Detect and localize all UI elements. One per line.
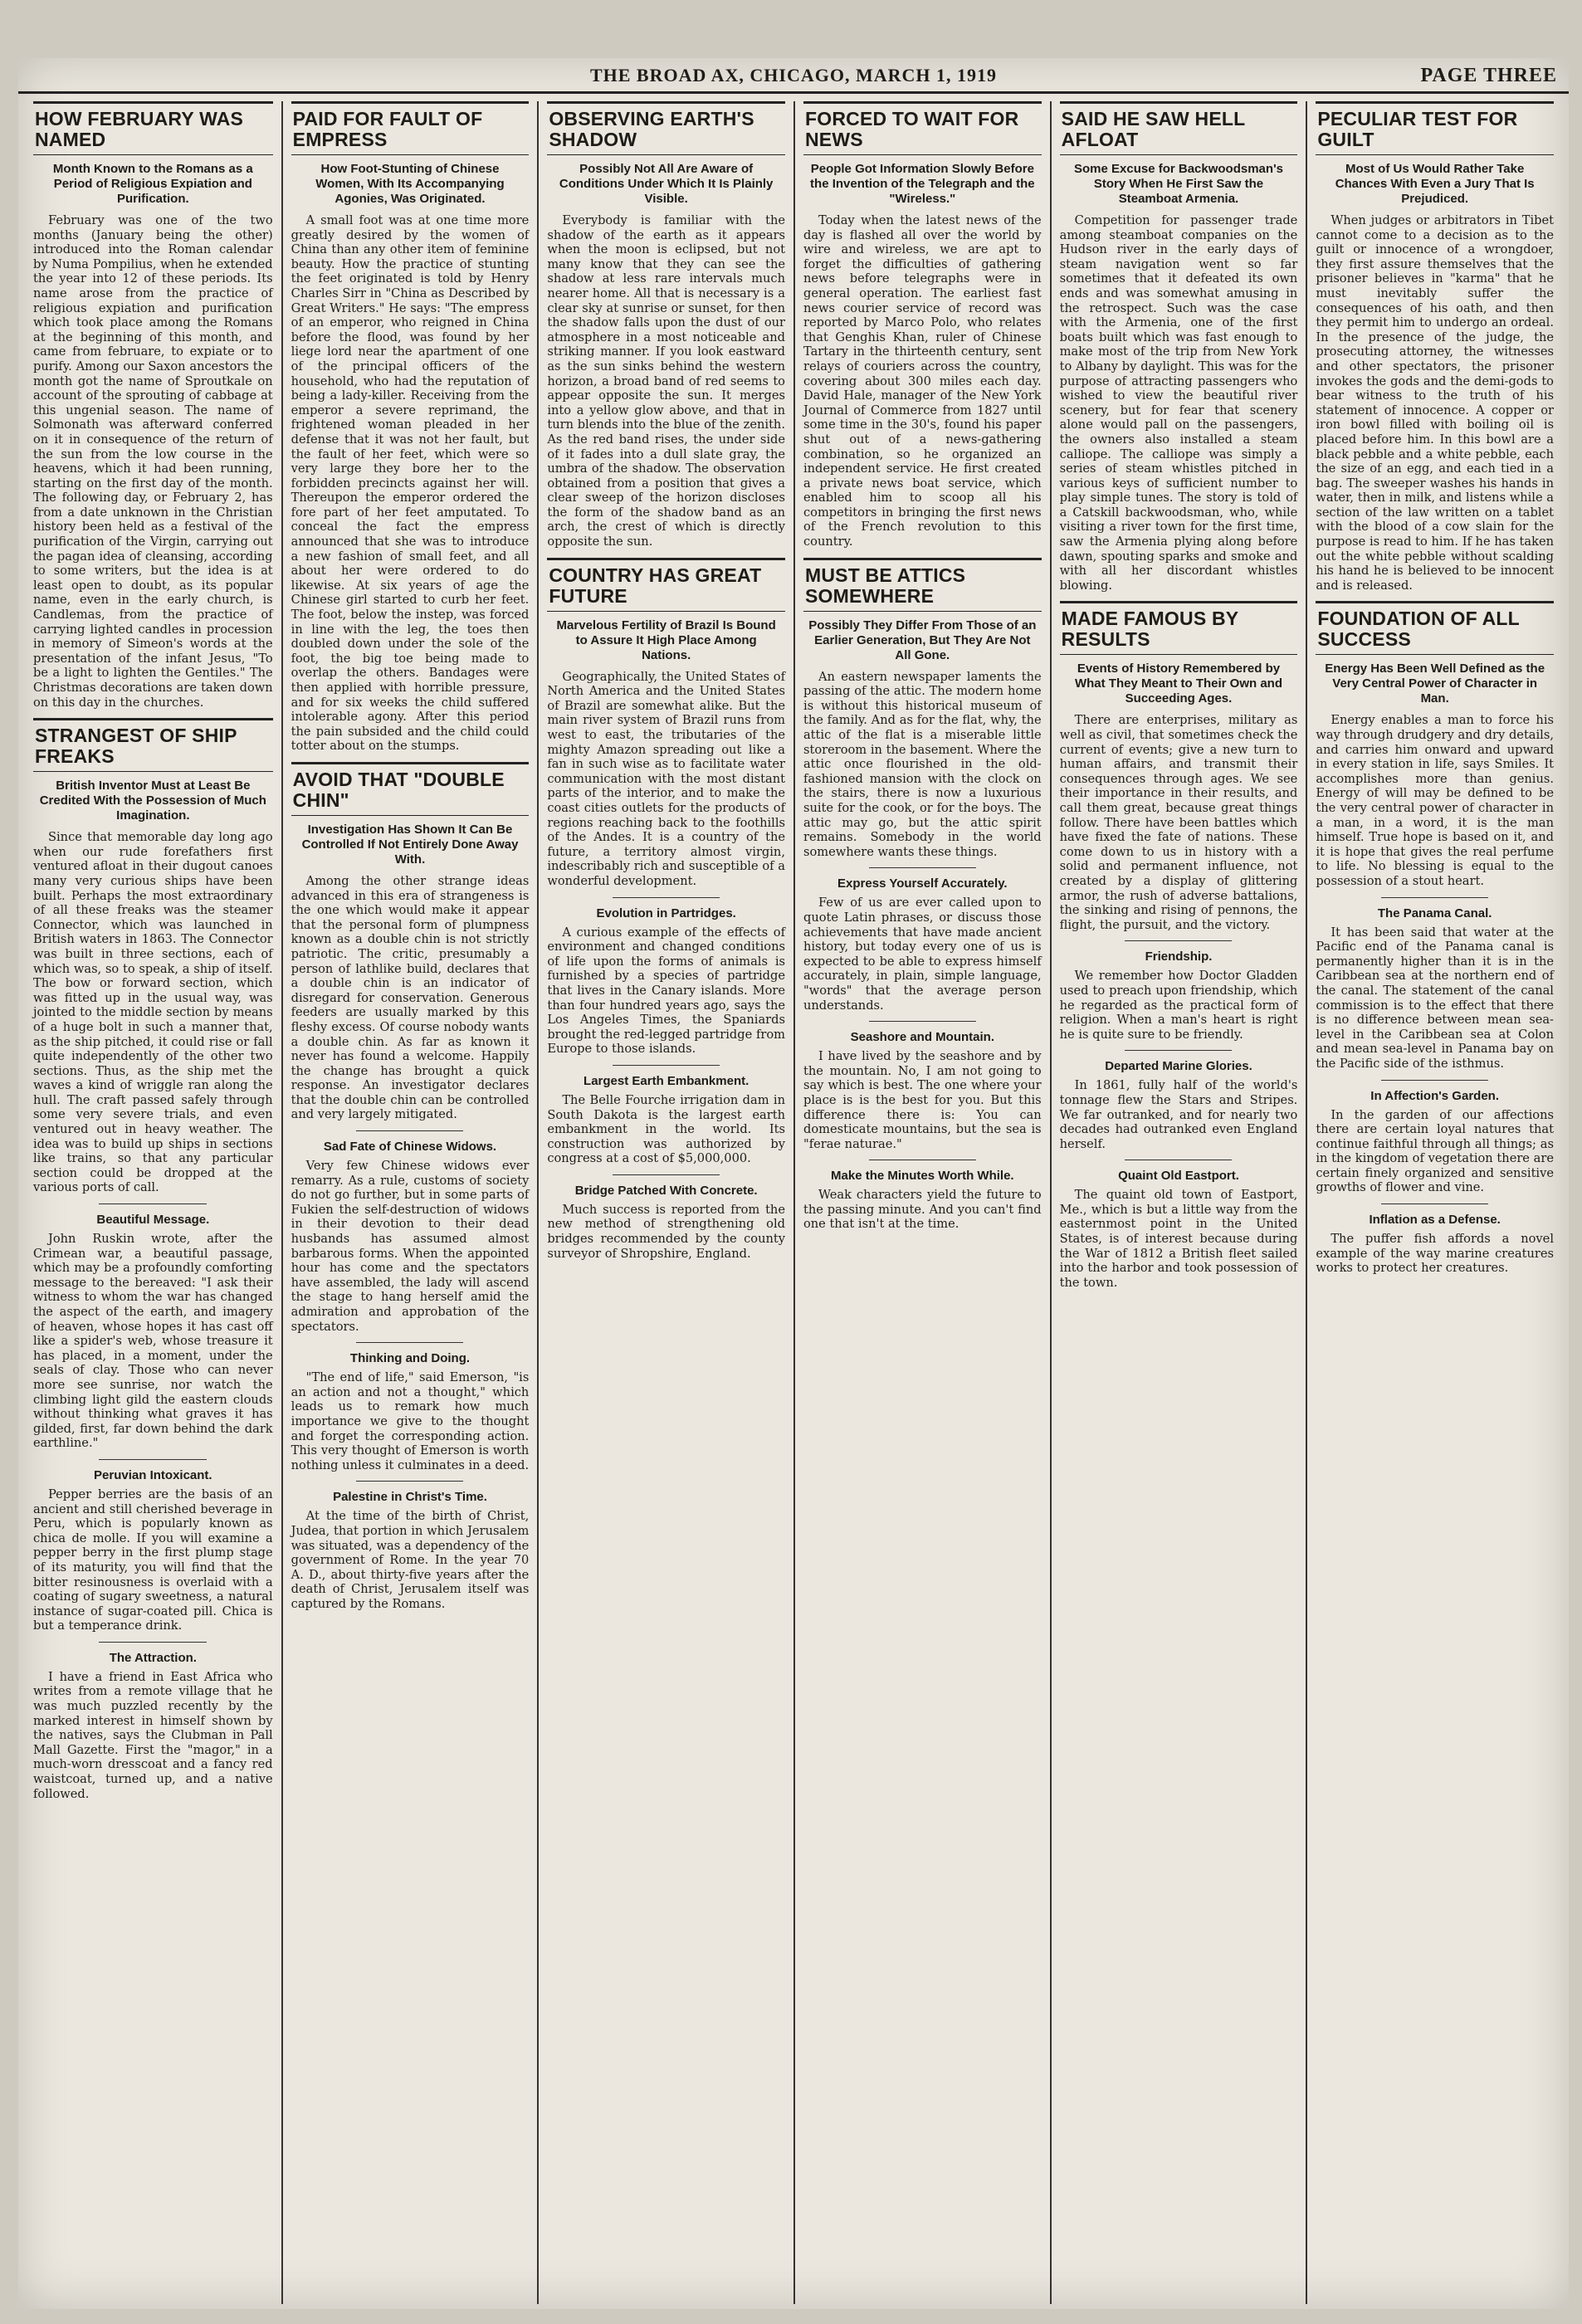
subheading: Sad Fate of Chinese Widows. [323, 1140, 497, 1155]
article [33, 1213, 273, 1451]
deck: Investigation Has Shown It Can Be Controlled If Not Entirely Done Away With. [301, 822, 519, 867]
article [547, 1074, 785, 1166]
divider [356, 1481, 463, 1482]
article-body: Very few Chinese widows ever remarry. As a rule, customs of society do not go further, but in some parts of Fukien the self-destruction of widows in their devotion to their dead husbands has assumed almost barbarous forms. When the appointed hour has come and the spectators have assembled, the lady will ascend the stage to hang herself amid the admiration and approbation of the spectators. [291, 1159, 530, 1334]
divider [356, 1130, 463, 1131]
article-body: Weak characters yield the future to the passing minute. And you can't find one that isn't at the time. [803, 1188, 1042, 1232]
deck: Month Known to the Romans as a Period of Religious Expiation and Purification. [52, 162, 253, 206]
article-body: An eastern newspaper laments the passing of the attic. The modern home is without this historical museum of the family. And as for the flat, why, the attic of the flat is a miserable little storeroom in the basement. Where the attic once flourished in the old-fashioned mansion with the clock on the stairs, there is now a luxurious suite for the cook, or for the boys. The attic may go, but the attic spirit remains. Somebody in the world somewhere wants these things. [803, 669, 1042, 859]
article-body: In 1861, fully half of the world's tonnage flew the Stars and Stripes. We far outranked, and for nearly two decades had outranked even England herself. [1059, 1078, 1298, 1151]
headline: HOW FEBRUARY WAS NAMED [33, 101, 273, 155]
article-body: Competition for passenger trade among steamboat companies on the Hudson river in the early days of steam navigation went so far sometimes that it defeated its own ends and was somewhat amusing in the retrospect. Such was the case with the Armenia, one of the first boats built which was fast enough to make most of the trip from New York to Albany by daylight. This was for the purpose of attracting passengers who wished to view the beautiful river scenery, but for fear that scenery alone would pall on the passengers, the owners also installed a steam calliope. The calliope was simply a series of steam whistles pitched in various keys of sufficient number to play simple tunes. The story is told of a Catskill backwoodsman, who, while visiting a river town for the first time, saw the Armenia plying along before dawn, spouting sparks and smoke and with all her discordant whistles blowing. [1059, 213, 1298, 593]
article [1060, 1059, 1298, 1151]
headline: MUST BE ATTICS SOMEWHERE [803, 558, 1042, 612]
article-body: Few of us are ever called upon to quote Latin phrases, or discuss those achievements that have made ancient history, but today every one of us is expected to be able to express himself accurately, in plain, simple language, "words" that the average person understands. [803, 896, 1042, 1013]
column-6 [1306, 101, 1562, 2304]
article [291, 1140, 530, 1334]
article [291, 1490, 530, 1611]
article-body: February was one of the two months (January being the other) introduced into the Roman calendar by Numa Pompilius, when he extended the year into 12 of these periods. Its name arose from the practice of religious expiation and purification which took place among the Romans at the beginning of this month, and came from februare, to expiate or to purify. Among our Saxon ancestors the month got the name of Sproutkale on account of the sprouting of cabbage at this ungenial season. The name of Solmonath was afterward conferred on it in consequence of the return of the sun from the low course in the heavens, which it had been running, starting on the first day of the month. The following day, or February 2, has from a date unknown in the Christian history been held as a festival of the purification of the Virgin, carrying out the pagan idea of cleansing, according to some writers, but the idea is at least open to doubt, as its popular name, even in the early church, is Candlemas, from the practice of carrying lighted candles in procession in memory of Simeon's words at the presentation of the infant Jesus, "To be a light to lighten the Gentiles." The Christmas decorations are taken down on this day in the churches. [33, 213, 273, 710]
article [547, 101, 785, 549]
column-2 [281, 101, 538, 2304]
deck: Most of Us Would Rather Take Chances With Even a Jury That Is Prejudiced. [1335, 162, 1535, 206]
subheading: Express Yourself Accurately. [837, 876, 1008, 891]
subheading: Seashore and Mountain. [850, 1030, 994, 1045]
article [1060, 1169, 1298, 1290]
subheading: Beautiful Message. [96, 1213, 210, 1228]
article [803, 876, 1042, 1013]
divider [613, 1174, 720, 1175]
article [33, 718, 273, 1195]
headline: FOUNDATION OF ALL SUCCESS [1316, 601, 1554, 655]
headline: AVOID THAT "DOUBLE CHIN" [291, 762, 530, 816]
article [33, 1468, 273, 1633]
article [1316, 101, 1554, 593]
article-body: In the garden of our affections there are certain loyal natures that continue faithful through all things; as in the kingdom of vegetation there are certain finely organized and sensitive growths of flower and vine. [1316, 1107, 1554, 1195]
subheading: Largest Earth Embankment. [583, 1073, 749, 1088]
columns [25, 101, 1562, 2304]
subheading: Inflation as a Defense. [1369, 1213, 1501, 1228]
article-body: Geographically, the United States of North America and the United States of Brazil are somewhat alike. But the main river system of Brazil runs from west to east, the tributaries of the mighty Amazon spreading out like a fan in such wise as to facilitate water communication with the most distant parts of the interior, and to make the coast cities outlets for the products of regions reaching back to the foothills of the Andes. It is a country of the future, a territory almost virgin, indescribably rich and susceptible of a wonderful development. [547, 669, 785, 888]
deck: People Got Information Slowly Before the Invention of the Telegraph and the "Wireless." [810, 162, 1035, 206]
deck: Possibly Not All Are Aware of Conditions Under Which It Is Plainly Visible. [559, 162, 774, 206]
subheading: Palestine in Christ's Time. [333, 1490, 487, 1505]
article [33, 1651, 273, 1801]
divider [1125, 1050, 1232, 1051]
column-5 [1050, 101, 1306, 2304]
deck: Marvelous Fertility of Brazil Is Bound to Assure It High Place Among Nations. [556, 618, 776, 662]
article-body: Pepper berries are the basis of an ancient and still cherished beverage in Peru, which is popularly known as chica de molle. If you will examine a pepper berry in the first plump stage of its maturity, you will find that the bitter resinousness is overlaid with a coating of sugary sweetness, a natural instance of sugar-coated pill. Chica is but a temperance drink. [33, 1487, 273, 1633]
masthead-title: THE BROAD AX, CHICAGO, MARCH 1, 1919 [589, 65, 998, 85]
article-body: It has been said that water at the Pacific end of the Panama canal is permanently higher than it is in the Caribbean sea at the northern end of the canal. The statement of the canal commission is to the effect that there is no difference between mean sea-level in the Caribbean sea at Colon and mean sea-level in Panama bay on the Pacific side of the isthmus. [1316, 925, 1554, 1071]
article [291, 762, 530, 1122]
article-body: Today when the latest news of the day is flashed all over the world by wire and wireless, we are apt to forget the difficulties of gathering news before telegraphs were in general operation. The earliest fast news courier service of record was reported by Marco Polo, who relates that Genghis Khan, ruler of Chinese Tartary in the thirteenth century, sent relays of couriers across the country, covering about 300 miles each day. David Hale, manager of the New York Journal of Commerce from 1827 until some time in the 30's, found his paper shut out of a news-gathering combination, so he organized an independent service. He first created a private news boat service, which enabled him to scoop all his competitors in bringing the first news of the French revolution to this country. [803, 213, 1042, 549]
article [1316, 906, 1554, 1072]
article-body: The Belle Fourche irrigation dam in South Dakota is the largest earth embankment in the world. Its construction was authorized by congress at a cost of $5,000,000. [547, 1092, 785, 1166]
article-body: At the time of the birth of Christ, Judea, that portion in which Jerusalem was situated, was a dependency of the government of Rome. In the year 70 A. D., about thirty-five years after the death of Christ, Jerusalem itself was captured by the Romans. [291, 1509, 530, 1611]
article [1060, 950, 1298, 1042]
subheading: Make the Minutes Worth While. [831, 1169, 1014, 1184]
page-number: PAGE THREE [1420, 65, 1557, 86]
divider [99, 1642, 207, 1643]
headline: COUNTRY HAS GREAT FUTURE [547, 558, 785, 612]
divider [356, 1342, 463, 1343]
divider [869, 867, 976, 868]
column-1 [25, 101, 281, 2304]
deck: Possibly They Differ From Those of an Earlier Generation, But They Are Not All Gone. [808, 618, 1037, 662]
subheading: Thinking and Doing. [349, 1351, 471, 1366]
headline: OBSERVING EARTH'S SHADOW [547, 101, 785, 155]
subheading: Departed Marine Glories. [1105, 1059, 1252, 1074]
article [803, 1169, 1042, 1232]
subheading: The Panama Canal. [1377, 906, 1492, 920]
masthead [18, 58, 1569, 94]
headline: MADE FAMOUS BY RESULTS [1060, 601, 1298, 655]
article-body: Among the other strange ideas advanced in this era of strangeness is the one which would make it appear that the personal form of plumpness known as a double chin is not strictly patriotic. The critic, presumably a person of lathlike build, declares that a double chin is an indicator of disregard for conservation. Generous feeders are usually marked by this fleshy excess. Of course nobody wants a double chin. As far as known it never has found a welcome. Happily the change has brought a quick response. An investigator declares that the double chin can be controlled and very largely mitigated. [291, 873, 530, 1122]
article [1060, 101, 1298, 593]
subheading: Quaint Old Eastport. [1118, 1169, 1239, 1184]
divider [613, 1065, 720, 1066]
headline: FORCED TO WAIT FOR NEWS [803, 101, 1042, 155]
subheading: Friendship. [1145, 950, 1213, 964]
article-body: A curious example of the effects of environment and changed conditions of life upon the forms of animals is furnished by a species of partridge that lives in the Canary islands. More than four hundred years ago, says the Los Angeles Times, the Spaniards brought the red-legged partridge from Europe to those islands. [547, 925, 785, 1057]
article-body: Since that memorable day long ago when our rude forefathers first ventured afloat in their dugout canoes many very curious ships have been built. Perhaps the most extraordinary of all these freaks was the steamer Connector, which was launched in British waters in 1863. The Connector was built in three sections, each of which was, so to speak, a ship of itself. The bow or forward section, which was fitted up in the usual way, was jointed to the middle section by means of a huge bolt in such a manner that, as the ship pitched, it could rise or fall quite independently of the other two sections. Thus, as the ship met the waves a kind of wriggle ran along the hull. The craft passed safely through some very severe trials, and even ventured out in heavy weather. The idea was to build up ships in sections like trains, so that any particular section could be dropped at the various ports of call. [33, 830, 273, 1195]
article-body: There are enterprises, military as well as civil, that sometimes check the current of events; give a new turn to human affairs, and transmit their consequences through ages. We see their importance in their results, and call them great, because great things follow. There have been battles which have fixed the fate of nations. These come down to us in history with a solid and permanent influence, not created by a display of glittering armor, the rush of adverse battalions, the sinking and rising of pennons, the flight, the pursuit, and the victory. [1059, 713, 1298, 932]
article-body: The puffer fish affords a novel example of the way marine creatures works to protect her creatures. [1316, 1232, 1554, 1276]
article-body: I have lived by the seashore and by the mountain. No, I am not going to say which is best. The one where your place is is the best for you. But this difference there is: You can domesticate mountains, but the sea is "ferae naturae." [803, 1049, 1042, 1151]
divider [613, 897, 720, 898]
deck: Energy Has Been Well Defined as the Very Central Power of Character in Man. [1325, 662, 1545, 706]
article-body: Everybody is familiar with the shadow of the earth as it appears when the moon is eclipsed, but not many know that they can see the shadow at less rare intervals much nearer home. All that is necessary is a clear sky at sunrise or sunset, for then the shadow falls upon the dust of our atmosphere in a most noticeable and striking manner. If you look eastward as the sun sinks behind the western horizon, a broad band of red seems to appear opposite the sun. It merges into a yellow glow above, and that in turn blends into the blue of the zenith. As the red band rises, the under side of it fades into a dull slate gray, the umbra of the shadow. The observation obtained from a position that gives a clear sweep of the horizon discloses the form of the shadow band as an arch, the crest of which is directly opposite the sun. [547, 213, 785, 549]
article-body: We remember how Doctor Gladden used to preach upon friendship, which he regarded as the practical form of religion. When a man's heart is right he is quite sure to be friendly. [1059, 969, 1298, 1042]
divider [1381, 897, 1488, 898]
subheading: In Affection's Garden. [1370, 1088, 1499, 1103]
divider [869, 1021, 976, 1022]
article [803, 558, 1042, 860]
subheading: The Attraction. [109, 1650, 197, 1665]
article-body: I have a friend in East Africa who writes from a remote village that he was much puzzled recently by the marked interest in himself shown by the natives, says the Clubman in Pall Mall Gazette. First the "magor," in a much-worn dresscoat and a fancy red waistcoat, turned up, and a native followed. [33, 1669, 273, 1801]
deck: Some Excuse for Backwoodsman's Story When He First Saw the Steamboat Armenia. [1073, 162, 1283, 206]
article [547, 1184, 785, 1261]
article [547, 558, 785, 889]
subheading: Evolution in Partridges. [596, 906, 736, 920]
deck: British Inventor Must at Least Be Credited With the Possession of Much Imagination. [39, 779, 266, 823]
article-body: The quaint old town of Eastport, Me., which is but a little way from the easternmost point in the United States, is of interest because during the War of 1812 a British fleet sailed into the harbor and took possession of the town. [1059, 1188, 1298, 1290]
article-body: When judges or arbitrators in Tibet cannot come to a decision as to the guilt or innocence of a wrongdoer, they first assure themselves that the prisoner believes in "karma" that he must inevitably suffer the consequences of his oath, and then they permit him to undergo an ordeal. In the presence of the judge, the prosecuting attorney, the witnesses and other spectators, the prisoner invokes the gods and the demi-gods to bear witness to the truth of his statement of innocence. A copper or iron bowl filled with boiling oil is placed before him. In this bowl are a black pebble and a white pebble, each the size of an egg, and each tied in a bag. The sweeper washes his hands in water, then in milk, and listens while a section of the law written on a tablet with the blood of a cow slain for the purpose is read to him. If he has taken out the white pebble without scalding his hand he is believed to be innocent and is released. [1316, 213, 1554, 593]
article [291, 1351, 530, 1472]
divider [99, 1459, 207, 1460]
subheading: Bridge Patched With Concrete. [574, 1183, 758, 1198]
article [1060, 601, 1298, 932]
headline: PECULIAR TEST FOR GUILT [1316, 101, 1554, 155]
article-body: John Ruskin wrote, after the Crimean war, a beautiful passage, which may be a profoundly comforting message to the bereaved: "I ask their witness to whom the war has changed the aspect of the earth, and imagery of heaven, whose hopes it has cast off like a spider's web, whose treasure it has placed, in a moment, under the seals of clay. Those who can never more see sunrise, nor watch the climbing light gild the eastern clouds without thinking what graves it has gilded, first, far down behind the dark earthline." [33, 1232, 273, 1451]
subheading: Peruvian Intoxicant. [94, 1467, 212, 1482]
newspaper-page [18, 58, 1569, 2309]
column-3 [537, 101, 793, 2304]
article-body: Energy enables a man to force his way through drudgery and dry details, and carries him onward and upward in every station in life, says Smiles. It accomplishes more than genius. Energy of will may be defined to be the very central power of character in a man, in a word, it is the man himself. True hope is based on it, and it is hope that gives the real perfume to life. No blessing is equal to the possession of a stout heart. [1316, 713, 1554, 888]
headline: PAID FOR FAULT OF EMPRESS [291, 101, 530, 155]
headline: SAID HE SAW HELL AFLOAT [1060, 101, 1298, 155]
divider [1381, 1080, 1488, 1081]
article [1316, 601, 1554, 888]
article [803, 1030, 1042, 1151]
article [803, 101, 1042, 549]
article [547, 906, 785, 1057]
deck: Events of History Remembered by What They Meant to Their Own and Succeeding Ages. [1074, 662, 1282, 706]
article [33, 101, 273, 710]
divider [1125, 940, 1232, 941]
article [1316, 1213, 1554, 1276]
article [1316, 1089, 1554, 1196]
article-body: "The end of life," said Emerson, "is an action and not a thought," which leads us to remark how much importance we give to the thought and forget the corresponding action. This very thought of Emerson is worth nothing unless it culminates in a deed. [291, 1370, 530, 1472]
article [291, 101, 530, 754]
article-body: A small foot was at one time more greatly desired by the women of China than any other item of feminine beauty. How the practice of stunting the feet originated is told by Henry Charles Sirr in "China as Described by Great Writers." He says: "The empress of an emperor, who reigned in China before the flood, was found by her liege lord near the apartment of one of the principal officers of the household, who had the reputation of being a lady-killer. Receiving from the emperor a severe reprimand, the frightened woman pleaded in her defense that it was not her fault, but the fault of her feet, which were so very large they bore her to the forbidden precincts against her will. Thereupon the emperor ordered the fore part of her feet amputated. To conceal the fact the empress announced that she was to introduce a new fashion of small feet, and all about her were ordered to do likewise. At six years of age the Chinese girl started to curb her feet. The foot, below the instep, was forced in line with the leg, the toes then doubled down under the sole of the foot, the big toe being made to overlap the others. Bandages were then applied with horrible pressure, and for six weeks the child suffered intolerable agony. After this period the pain subsided and the child could totter about on the stumps. [291, 213, 530, 754]
headline: STRANGEST OF SHIP FREAKS [33, 718, 273, 772]
column-4 [793, 101, 1050, 2304]
article-body: Much success is reported from the new method of strengthening old bridges recommended by the county surveyor of Shropshire, England. [547, 1202, 785, 1261]
deck: How Foot-Stunting of Chinese Women, With Its Accompanying Agonies, Was Originated. [315, 162, 505, 206]
